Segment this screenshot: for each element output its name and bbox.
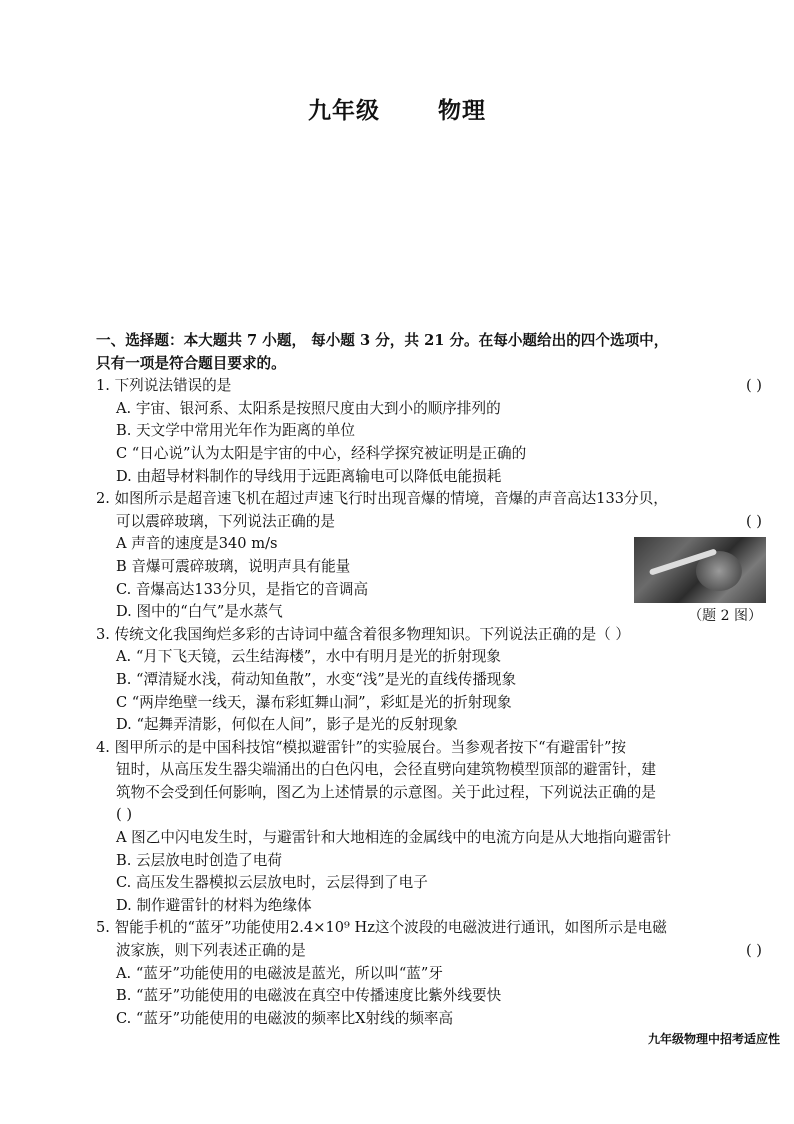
section-heading: 一、选择题：本大题共 7 小题， 每小题 3 分，共 21 分。在每小题给出的四个选项中， [96, 332, 669, 349]
question-2-stem-cont: 可以震碎玻璃，下列说法正确的是 ( ) [96, 511, 776, 534]
question-5-stem-cont: 波家族，则下列表述正确的是 ( ) [96, 940, 776, 963]
question-4-option-c: C. 高压发生器模拟云层放电时，云层得到了电子 [116, 874, 428, 892]
question-4-stem-2: 钮时，从高压发生器尖端涌出的白色闪电，会径直劈向建筑物模型顶部的避雷针，建 [116, 761, 656, 779]
page-title [0, 92, 794, 125]
question-2-option-a: A 声音的速度是340 m/s [116, 535, 278, 553]
question-4-option-a: A 图乙中闪电发生时，与避雷针和大地相连的金属线中的电流方向是从大地指向避雷针 [116, 829, 672, 847]
question-1-option-a: A. 宇宙、银河系、太阳系是按照尺度由大到小的顺序排列的 [116, 399, 501, 417]
question-2-option-d: D. 图中的“白气”是水蒸气 [116, 603, 283, 621]
question-2-stem: 2. 如图所示是超音速飞机在超过声速飞行时出现音爆的情境，音爆的声音高达133分贝， [96, 490, 668, 508]
answer-paren: ( ) [745, 512, 762, 530]
question-1-option-d: D. 由超导材料制作的导线用于远距离输电可以降低电能损耗 [116, 467, 502, 485]
question-3-option-d: D. “起舞弄清影，何似在人间”，影子是光的反射现象 [116, 716, 458, 734]
question-3-option-b: B. “潭清疑水浅，荷动知鱼散”，水变“浅”是光的直线传播现象 [116, 670, 517, 688]
question-4-answer-paren: ( ) [116, 806, 133, 824]
subject-label: 物理 [438, 97, 486, 124]
question-5-stem: 5. 智能手机的“蓝牙”功能使用2.4×10⁹ Hz这个波段的电磁波进行通讯，如图所示是电磁 [96, 919, 667, 937]
page-footer: 九年级物理中招考适应性 [647, 1032, 780, 1046]
question-1-stem: 1. 下列说法错误的是 ( ) [96, 375, 776, 398]
question-2-option-c: C. 音爆高达133分贝，是指它的音调高 [116, 580, 369, 598]
question-3-stem: 3. 传统文化我国绚烂多彩的古诗词中蕴含着很多物理知识。下列说法正确的是（ ） [96, 625, 630, 643]
question-content [96, 330, 776, 1030]
question-2-option-b: B 音爆可震碎玻璃，说明声具有能量 [116, 557, 351, 575]
question-1-option-c: C “日心说”认为太阳是宇宙的中心，经科学探究被证明是正确的 [116, 444, 527, 462]
question-4-stem: 4. 图甲所示的是中国科技馆“模拟避雷针”的实验展台。当参观者按下“有避雷针”按 [96, 738, 627, 756]
question-3-option-a: A. “月下飞天镜，云生结海楼”，水中有明月是光的折射现象 [116, 648, 501, 666]
question-4-option-b: B. 云层放电时创造了电荷 [116, 851, 282, 869]
question-4-option-d: D. 制作避雷针的材料为绝缘体 [116, 896, 312, 914]
question-5-option-c: C. “蓝牙”功能使用的电磁波的频率比X射线的频率高 [116, 1009, 454, 1027]
supersonic-plane-photo [634, 537, 766, 603]
grade-label: 九年级 [308, 97, 380, 124]
question-3-option-c: C “两岸绝壁一线天，瀑布彩虹舞山洞”，彩虹是光的折射现象 [116, 693, 512, 711]
answer-paren: ( ) [745, 377, 762, 395]
section-heading-cont: 只有一项是符合题目要求的。 [96, 354, 286, 372]
question-4-stem-3: 筑物不会受到任何影响，图乙为上述情景的示意图。关于此过程，下列说法正确的是 [116, 783, 656, 801]
question-1-option-b: B. 天文学中常用光年作为距离的单位 [116, 422, 355, 440]
figure-caption: （题 2 图） [688, 608, 762, 625]
question-5-option-b: B. “蓝牙”功能使用的电磁波在真空中传播速度比紫外线要快 [116, 987, 502, 1005]
question-5-option-a: A. “蓝牙”功能使用的电磁波是蓝光，所以叫“蓝”牙 [116, 964, 443, 982]
answer-paren: ( ) [745, 942, 762, 960]
question-2-options [96, 533, 776, 623]
